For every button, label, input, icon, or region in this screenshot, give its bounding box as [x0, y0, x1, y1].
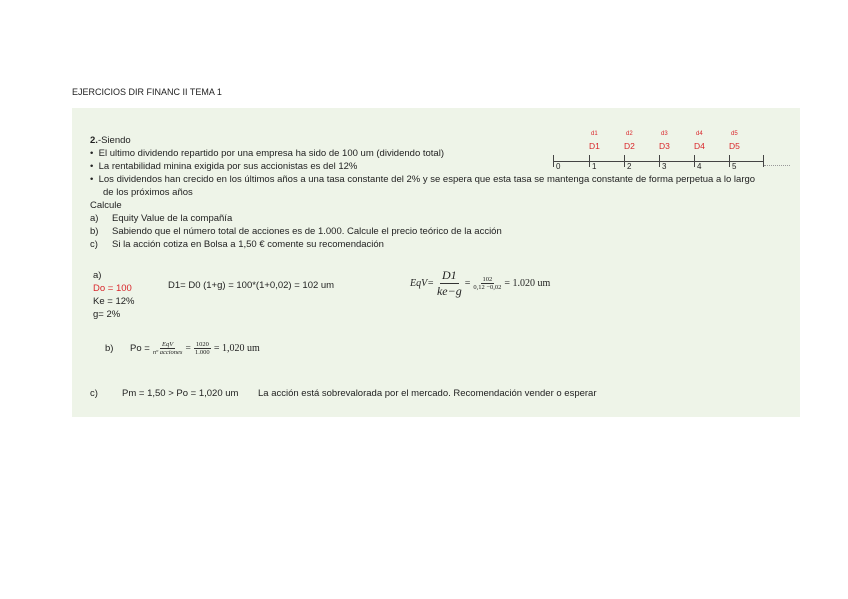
D3-label: D3 — [659, 141, 670, 151]
question-a: a) Equity Value de la compañía — [90, 213, 233, 224]
exercise-intro: -Siendo — [97, 135, 131, 146]
tick-label: 5 — [732, 162, 737, 171]
D4-label: D4 — [694, 141, 705, 151]
exercise-number: 2. — [90, 135, 98, 146]
document-title: EJERCICIOS DIR FINANC II TEMA 1 — [72, 87, 222, 97]
D2-label: D2 — [624, 141, 635, 151]
question-b: b) Sabiendo que el número total de acciones es de 1.000. Calcule el precio teórico de la acción — [90, 226, 502, 237]
d1-small: d1 — [591, 131, 598, 137]
D1-label: D1 — [589, 141, 600, 151]
tick-label: 4 — [697, 162, 702, 171]
d4-small: d4 — [696, 131, 703, 137]
d2-small: d2 — [626, 131, 633, 137]
po-formula: b) Po = $\frac{\text{EqV}}{\text{nº acciones}}$ = $\frac{1020}{1.000}$ = 1,020 um — [105, 341, 260, 356]
answer-c-text: Pm = 1,50 > Po = 1,020 um — [122, 388, 239, 399]
d1-formula: D1= D0 (1+g) = 100*(1+0,02) = 102 um — [168, 280, 335, 291]
tick-label: 3 — [662, 162, 667, 171]
bullet-1: • El ultimo dividendo repartido por una empresa ha sido de 100 um (dividendo total) — [90, 148, 444, 159]
bullet-3-cont: de los próximos años — [103, 187, 193, 198]
tick-label: 2 — [627, 162, 632, 171]
do-value: Do = 100 — [93, 283, 132, 294]
timeline — [553, 161, 764, 171]
calcule-label: Calcule — [90, 200, 122, 211]
bullet-2: • La rentabilidad minina exigida por sus accionistas es del 12% — [90, 161, 358, 172]
exercise-heading — [90, 135, 131, 146]
tick-label: 1 — [592, 162, 597, 171]
g-value: g= 2% — [93, 309, 121, 320]
answer-c-label: c) — [90, 388, 98, 399]
d3-small: d3 — [661, 131, 668, 137]
D5-label: D5 — [729, 141, 740, 151]
ke-value: Ke = 12% — [93, 296, 135, 307]
bullet-3: • Los dividendos han crecido en los últimos años a una tasa constante del 2% y se espera que esta tasa se mantenga constante de forma perpetua a lo largo — [90, 174, 756, 185]
question-c: c) Si la acción cotiza en Bolsa a 1,50 € comente su recomendación — [90, 239, 384, 250]
tick-label: 0 — [556, 162, 561, 171]
d5-small: d5 — [731, 131, 738, 137]
answer-a-label: a) — [93, 270, 102, 281]
eqv-formula: EqV= $\frac{D1}{ke-g}$ = $\frac{102}{0,12 -0,02}$ = 1.020 um — [410, 268, 551, 298]
answer-c-comment: La acción está sobrevalorada por el mercado. Recomendación vender o esperar — [258, 388, 597, 399]
